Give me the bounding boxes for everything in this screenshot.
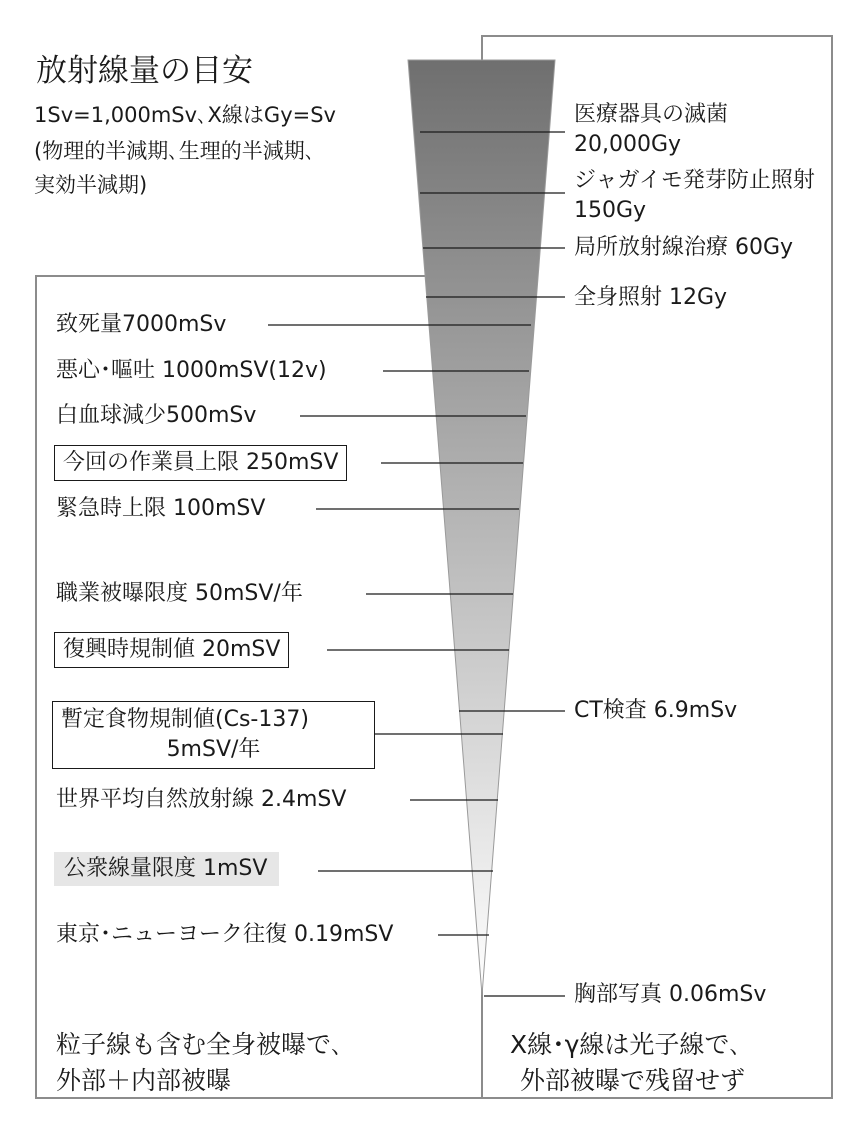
label-food-limit [52,701,375,769]
label-sterilization-2: 20,000Gy [574,132,682,157]
unit-note-line2: (物理的半減期､生理的半減期､ [34,139,316,163]
label-natural: 世界平均自然放射線 2.4mSV [56,787,347,812]
dose-wedge [408,60,555,995]
label-public-limit: 公衆線量限度 1mSV [54,852,279,886]
unit-note-line3: 実効半減期) [34,173,148,197]
label-occupational: 職業被曝限度 50mSV/年 [56,581,303,606]
label-worker-limit: 今回の作業員上限 250mSV [54,445,347,481]
footer-right-line2: 外部被曝で残留せず [520,1066,746,1095]
footer-right-line1: X線･γ線は光子線で､ [510,1030,742,1059]
unit-note-line1: 1Sv=1,000mSv､X線はGy=Sv [34,103,336,127]
label-lethal: 致死量7000mSv [56,312,227,337]
label-nausea: 悪心･嘔吐 1000mSV(12v) [56,358,327,383]
label-sterilization-1: 医療器具の滅菌 [574,102,729,127]
footer-left-line1: 粒子線も含む全身被曝で､ [56,1030,344,1059]
label-whole-body: 全身照射 12Gy [574,285,728,310]
label-leukopenia: 白血球減少500mSv [56,403,257,428]
label-reconstruction: 復興時規制値 20mSV [54,632,289,668]
label-chest-xray: 胸部写真 0.06mSv [574,982,767,1007]
label-ct: CT検査 6.9mSv [574,698,738,723]
left-frame [36,276,482,1098]
label-local-therapy: 局所放射線治療 60Gy [574,235,794,260]
label-food-limit-line2: 5mSV/年 [166,737,261,762]
label-potato-1: ジャガイモ発芽防止照射 [574,168,815,193]
label-emergency: 緊急時上限 100mSV [56,496,266,521]
page-title: 放射線量の目安 [36,53,253,89]
label-potato-2: 150Gy [574,198,647,223]
label-flight: 東京･ニューヨーク往復 0.19mSV [56,922,394,947]
footer-left-line2: 外部＋内部被曝 [56,1066,232,1095]
label-food-limit-line1: 暫定食物規制値(Cs-137) [61,707,309,732]
